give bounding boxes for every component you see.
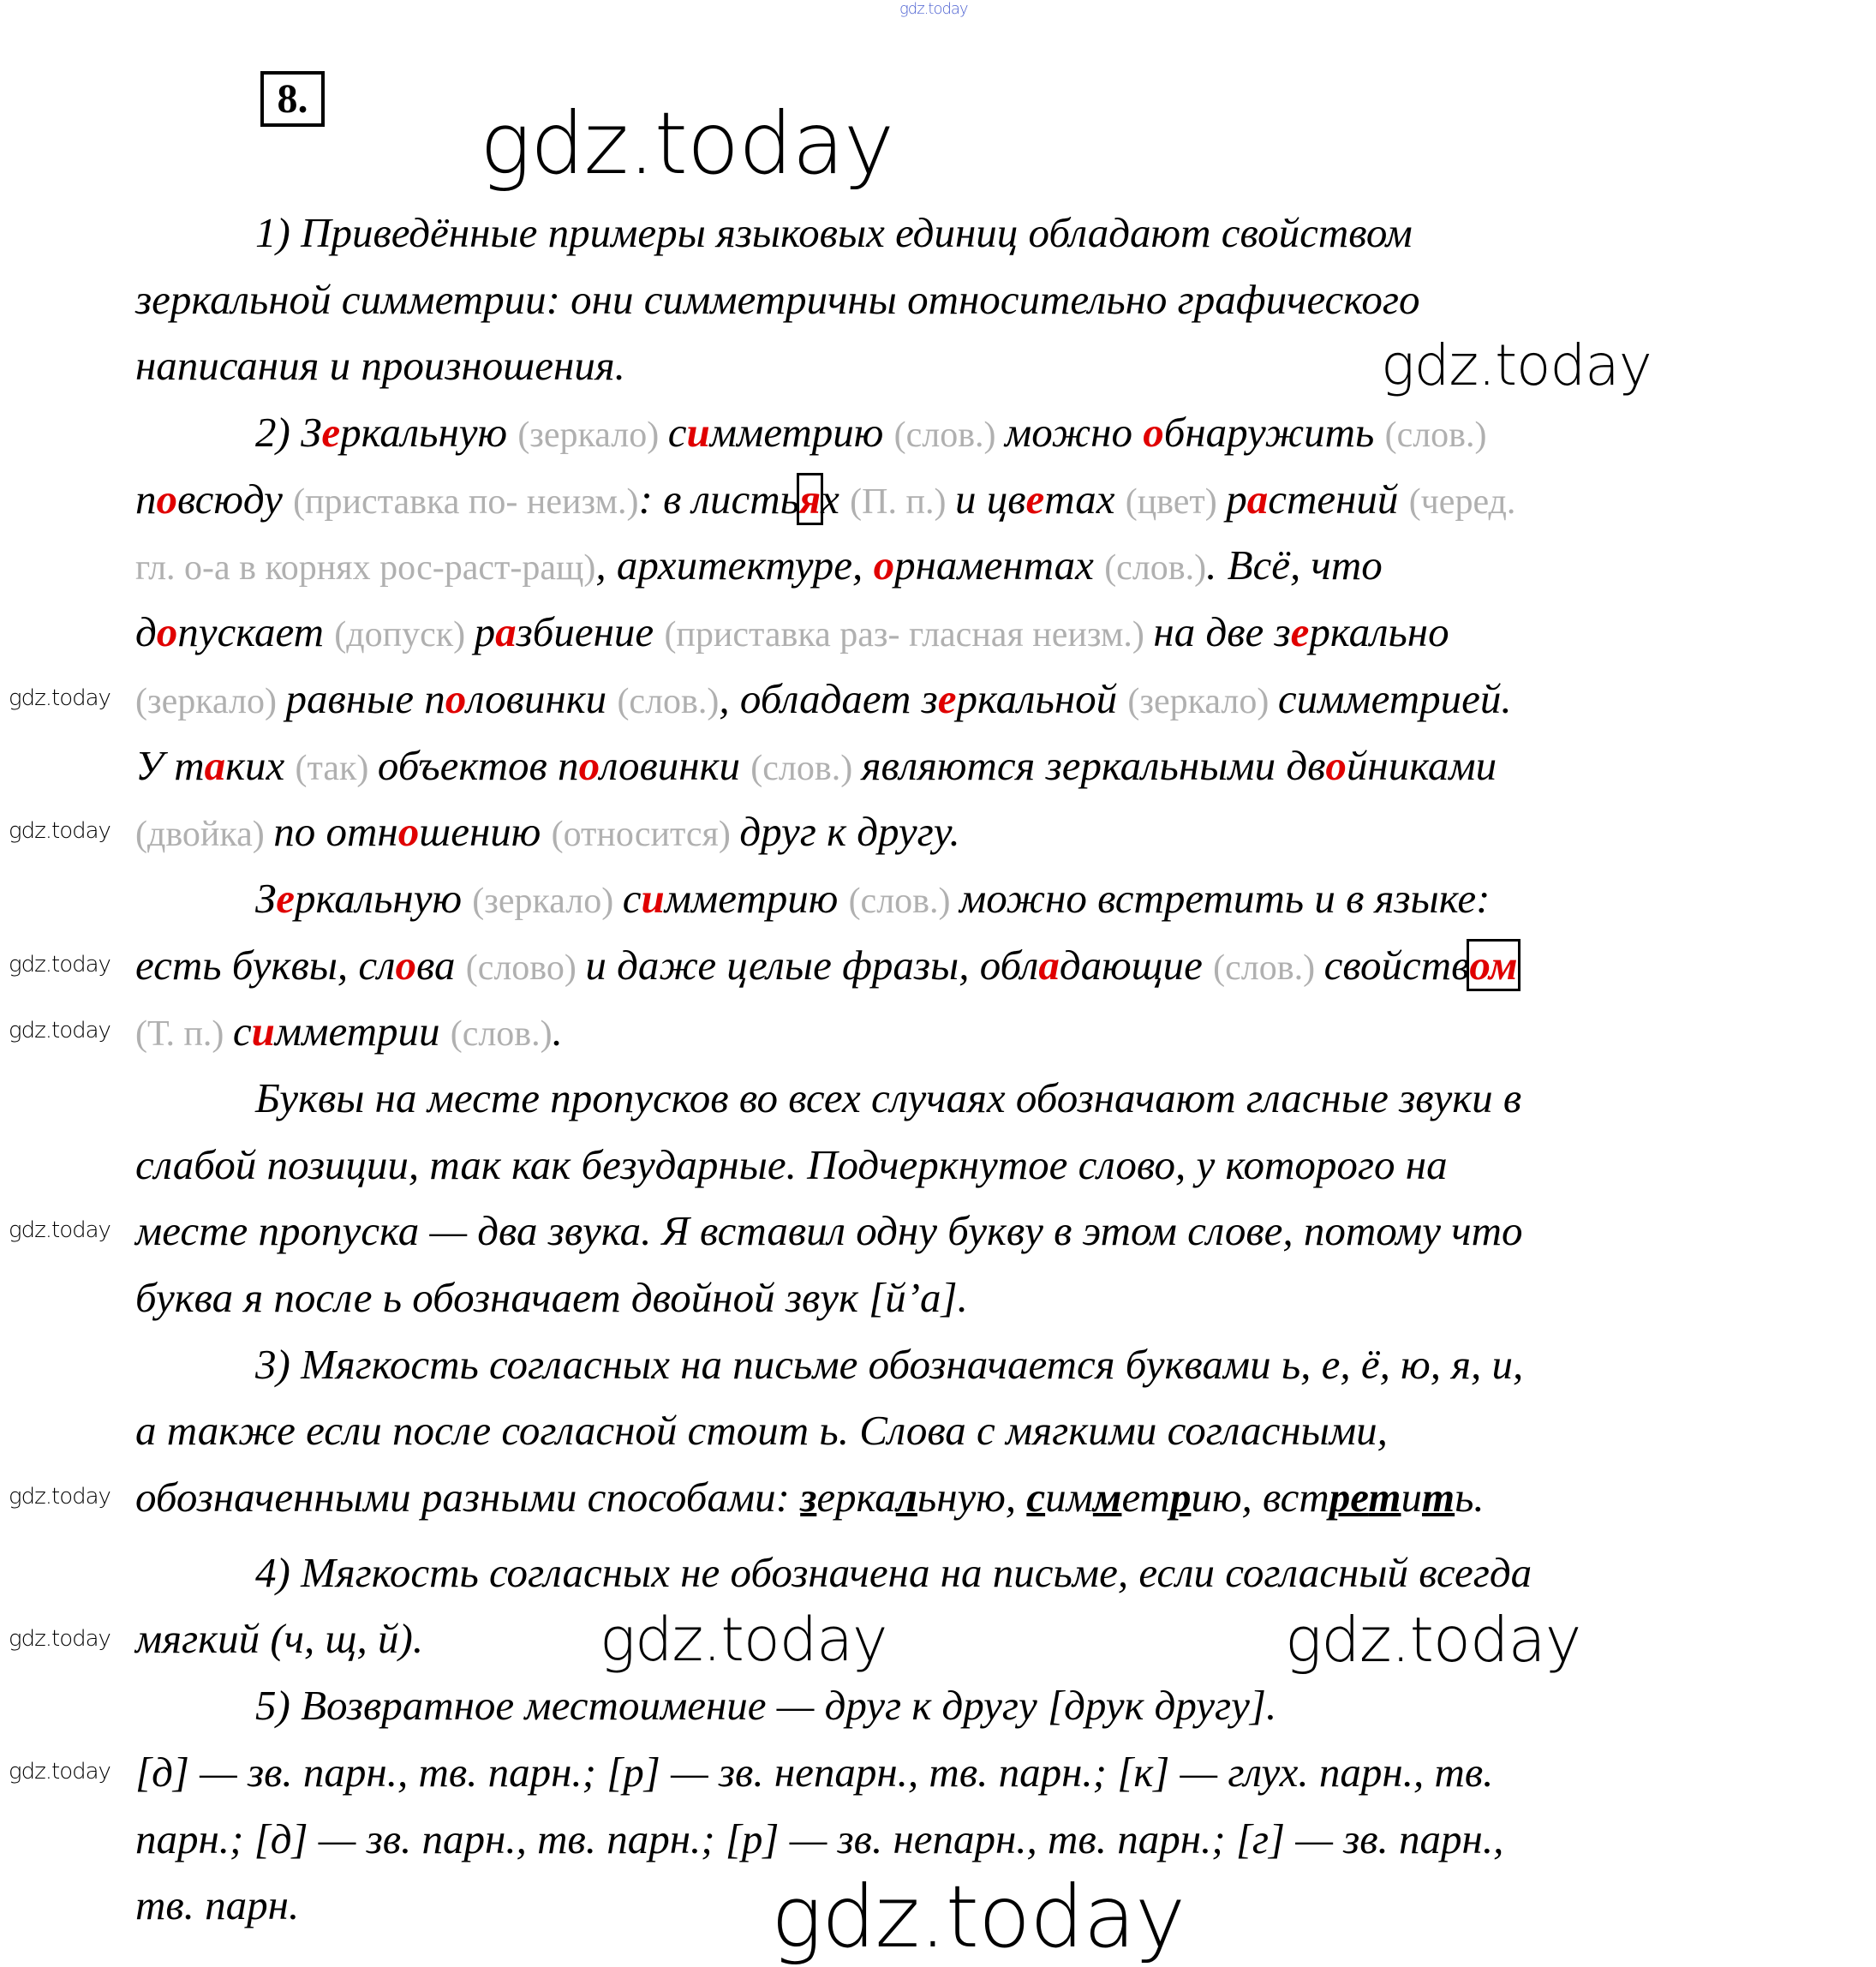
hint-note: (приставка по- неизм.) [293, 481, 639, 522]
text-run: збиение [516, 608, 665, 656]
text-run: можно [1005, 409, 1144, 457]
text-run: написания и произношения. [135, 342, 625, 390]
text-run: а также если после согласной стоит ь. Слова с мягкими согласными, [135, 1407, 1388, 1455]
underlined-letter: л [895, 1474, 917, 1522]
hint-note: (Т. п.) [135, 1014, 233, 1055]
exercise-number: 8. [260, 71, 325, 127]
text-line [135, 1331, 1523, 1398]
hint-note: (допуск) [334, 615, 475, 655]
text-run: с [232, 1007, 252, 1055]
hint-note: (слов.) [1104, 548, 1207, 589]
highlighted-letter: е [1290, 608, 1310, 656]
text-run: [д] — зв. парн., тв. парн.; [р] — зв. непарн., тв. парн.; [к] — глух. парн., тв. [135, 1748, 1494, 1796]
watermark: gdz.today [771, 1867, 1186, 1967]
watermark: gdz.today [9, 1626, 111, 1652]
hint-note: (слово) [465, 948, 586, 988]
hint-note: (слов.) [1384, 416, 1487, 456]
text-run: свойств [1323, 941, 1470, 989]
text-run: ркальной [956, 674, 1128, 722]
hint-note: (слов.) [893, 416, 1006, 456]
text-line [135, 532, 1383, 599]
text-line [135, 332, 625, 399]
text-run: 3) Мягкость согласных на письме обозначается буквами ь, е, ё, ю, я, и, [255, 1340, 1524, 1388]
text-line [135, 1464, 1485, 1531]
highlighted-letter: о [1143, 409, 1164, 457]
text-run: с [622, 874, 642, 922]
highlighted-letter: а [1246, 475, 1269, 523]
hint-note: (зеркало) [135, 681, 286, 721]
hint-note: (зеркало) [472, 881, 623, 921]
text-run: и даже целые фразы, обл [585, 941, 1039, 989]
text-line [135, 732, 1497, 799]
text-run: тах [1044, 475, 1126, 523]
text-run: мметрии [274, 1007, 451, 1055]
text-run: 4) Мягкость согласных не обозначена на письме, если согласный всегда [255, 1548, 1532, 1596]
underlined-letter: р [1169, 1474, 1192, 1522]
underlined-letter: ре [1329, 1474, 1369, 1522]
text-run: д [135, 608, 157, 656]
text-line [135, 1872, 299, 1939]
highlighted-letter: о [445, 674, 467, 722]
answer-text [135, 200, 1814, 1939]
text-run: : в листь [638, 475, 799, 523]
text-run: являются зеркальными дв [861, 741, 1326, 789]
text-run: им [1045, 1474, 1093, 1522]
highlighted-letter: е [1025, 475, 1045, 523]
text-run: п [135, 475, 157, 523]
hint-note: (двойка) [135, 815, 274, 855]
underlined-letter: с [1026, 1474, 1046, 1522]
text-run: мягкий (ч, щ, й). [135, 1615, 424, 1663]
text-run: 5) Возвратное местоимение — друг к другу [друк другу]. [255, 1682, 1277, 1730]
text-run: шению [419, 808, 552, 856]
text-run: симметрией. [1277, 674, 1512, 722]
text-line [135, 200, 1413, 266]
text-line [135, 1672, 1276, 1739]
watermark: gdz.today [480, 93, 894, 194]
text-run: по отн [273, 808, 398, 856]
text-run: йниками [1346, 741, 1497, 789]
text-run: ркальную [340, 409, 518, 457]
text-run: месте пропуска — два звука. Я вставил одну букву в этом слове, потому что [135, 1207, 1523, 1255]
highlighted-letter: и [251, 1007, 275, 1055]
text-run: ьную, [917, 1474, 1027, 1522]
highlighted-letter: а [204, 741, 226, 789]
hint-note: (зеркало) [517, 416, 668, 456]
text-run: с [667, 409, 687, 457]
hint-note: (приставка раз- гласная неизм.) [664, 615, 1154, 655]
boxed-ending: я [798, 475, 821, 523]
hint-note: (слов.) [1213, 948, 1324, 988]
watermark: gdz.today [9, 685, 111, 711]
hint-note: (цвет) [1125, 481, 1227, 522]
text-run: ет [1121, 1474, 1170, 1522]
text-run: . [552, 1007, 563, 1055]
highlighted-letter: а [1038, 941, 1060, 989]
hint-note: (зеркало) [1127, 681, 1278, 721]
text-run: У т [135, 741, 205, 789]
hint-note: (слов.) [617, 681, 720, 721]
text-run: ких [225, 741, 296, 789]
hint-note: (слов.) [750, 748, 862, 788]
text-line [135, 798, 960, 865]
text-run: ркальную [295, 874, 473, 922]
text-run: тв. парн. [135, 1881, 300, 1929]
hint-note: (П. п.) [850, 481, 955, 522]
underlined-letter: т [1368, 1474, 1401, 1522]
text-run: ловинки [600, 741, 751, 789]
text-run: ркально [1309, 608, 1449, 656]
text-run: можно встретить и в языке: [959, 874, 1491, 922]
text-run: друг к другу. [739, 808, 960, 856]
highlighted-letter: е [937, 674, 957, 722]
text-run: дающие [1059, 941, 1214, 989]
text-run: парн.; [д] — зв. парн., тв. парн.; [р] — зв. непарн., тв. парн.; [г] — зв. парн., [135, 1815, 1504, 1862]
text-run: равные п [285, 674, 445, 722]
text-run: ерка [816, 1474, 896, 1522]
highlighted-letter: о [1325, 741, 1347, 789]
text-run: . Всё, что [1206, 541, 1383, 589]
watermark: gdz.today [600, 1605, 887, 1675]
hint-note: (относится) [551, 815, 740, 855]
text-run: всюду [177, 475, 294, 523]
highlighted-letter: о [397, 808, 420, 856]
text-run: р [1226, 475, 1247, 523]
text-run: на две з [1153, 608, 1291, 656]
text-line [135, 932, 1518, 999]
highlighted-letter: о [156, 608, 178, 656]
hint-note: (так) [295, 748, 378, 788]
text-line [135, 1132, 1448, 1199]
text-run: , обладает з [719, 674, 938, 722]
text-run: ловинки [466, 674, 618, 722]
text-run: стений [1268, 475, 1409, 523]
highlighted-letter: о [578, 741, 600, 789]
text-line [135, 399, 1487, 466]
watermark: gdz.today [9, 1759, 111, 1785]
text-line [135, 466, 1515, 533]
text-line [135, 865, 1490, 932]
underlined-letter: м [1092, 1474, 1122, 1522]
underlined-letter: з [800, 1474, 817, 1522]
text-line [135, 1540, 1532, 1606]
text-run: объектов п [377, 741, 579, 789]
text-run: Буквы на месте пропусков во всех случаях обозначают гласные звуки в [255, 1073, 1522, 1121]
text-run: ию, вст [1191, 1474, 1329, 1522]
watermark: gdz.today [899, 0, 968, 18]
text-run: 1) Приведённые примеры языковых единиц обладают свойством [255, 209, 1413, 256]
highlighted-letter: о [156, 475, 177, 523]
text-run: обозначенными разными способами: [135, 1474, 801, 1522]
watermark: gdz.today [9, 1217, 111, 1243]
hint-note: гл. о-а в корнях рос-раст-ращ) [135, 548, 596, 589]
text-run: бнаружить [1163, 409, 1385, 457]
watermark: gdz.today [1285, 1604, 1581, 1676]
text-line [135, 1806, 1503, 1873]
highlighted-letter: е [321, 409, 341, 457]
watermark: gdz.today [9, 1484, 111, 1510]
text-line [135, 1264, 968, 1331]
text-line [135, 998, 563, 1065]
text-line [135, 266, 1419, 333]
text-run: есть буквы, сл [135, 941, 396, 989]
text-run: пускает [177, 608, 335, 656]
text-run: ь. [1455, 1474, 1485, 1522]
highlighted-letter: о [395, 941, 417, 989]
text-run: буква я после ь обозначает двойной звук [й’а]. [135, 1274, 968, 1321]
hint-note: (черед. [1408, 481, 1516, 522]
text-run: мметрию [664, 874, 849, 922]
highlighted-letter: и [686, 409, 710, 457]
text-run: р [474, 608, 496, 656]
text-run: З [255, 874, 277, 922]
text-line [135, 1397, 1388, 1464]
text-line [135, 1198, 1522, 1264]
watermark: gdz.today [9, 818, 111, 844]
highlighted-letter: и [641, 874, 665, 922]
hint-note: (слов.) [450, 1014, 553, 1055]
text-line [135, 1739, 1493, 1806]
watermark: gdz.today [1381, 332, 1652, 398]
text-run: 2) З [255, 409, 322, 457]
text-run: рнаментах [894, 541, 1105, 589]
text-run: слабой позиции, так как безударные. Подчеркнутое слово, у которого на [135, 1140, 1448, 1188]
text-run: х [821, 475, 851, 523]
text-line [135, 1605, 423, 1672]
text-line [135, 666, 1512, 732]
watermark: gdz.today [9, 952, 111, 978]
text-run: мметрию [709, 409, 894, 457]
text-run: зеркальной симметрии: они симметричны относительно графического [135, 275, 1420, 323]
text-run: ва [416, 941, 466, 989]
text-line [135, 599, 1449, 666]
boxed-ending: ом [1469, 941, 1518, 989]
highlighted-letter: а [495, 608, 517, 656]
highlighted-letter: о [873, 541, 895, 589]
text-run: , архитектуре, [595, 541, 874, 589]
text-run: и цв [954, 475, 1026, 523]
text-run: и [1401, 1474, 1422, 1522]
underlined-letter: т [1421, 1474, 1455, 1522]
highlighted-letter: е [276, 874, 296, 922]
hint-note: (слов.) [848, 881, 959, 921]
watermark: gdz.today [9, 1018, 111, 1043]
text-line [135, 1065, 1521, 1132]
